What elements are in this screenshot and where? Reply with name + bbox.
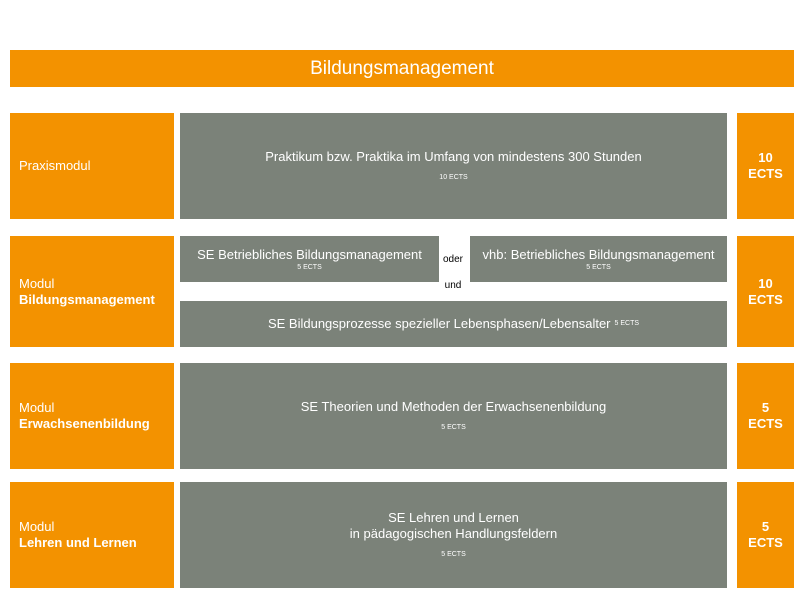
module-ects-praxismodul: [737, 113, 794, 219]
course-name: SE Theorien und Methoden der Erwachsenenbildung: [300, 399, 607, 414]
course-name: vhb: Betriebliches Bildungsmanagement: [482, 246, 715, 262]
module-label-line1: Praxismodul: [19, 158, 91, 173]
connector-oder: oder: [442, 254, 463, 265]
course-name: Praktikum bzw. Praktika im Umfang von mindestens 300 Stunden: [265, 149, 642, 164]
module-label-line1: Modul: [19, 400, 55, 415]
course-se-theorien-methoden: [180, 363, 727, 469]
ects-value: 5: [761, 519, 770, 534]
module-label-line2: Bildungsmanagement: [19, 291, 155, 307]
course-se-bildungsprozesse: [180, 301, 727, 347]
course-name: SE Betriebliches Bildungsmanagement: [197, 246, 422, 262]
module-ects-bildungsmanagement: [737, 236, 794, 347]
course-ects: 5 ECTS: [441, 424, 466, 431]
course-se-lehren-und-lernen: [180, 482, 727, 588]
course-ects: 5 ECTS: [586, 263, 611, 271]
course-ects: 5 ECTS: [614, 320, 640, 327]
course-ects: 5 ECTS: [441, 551, 466, 558]
ects-unit: ECTS: [748, 535, 783, 550]
course-name-line1: SE Lehren und Lernen: [388, 510, 519, 525]
ects-value: 5: [761, 400, 770, 415]
course-praktikum: [180, 113, 727, 219]
ects-unit: ECTS: [748, 291, 783, 307]
module-label-lehren-und-lernen: [10, 482, 174, 588]
course-name-line2: in pädagogischen Handlungsfeldern: [349, 526, 558, 541]
module-label-line2: Lehren und Lernen: [19, 535, 137, 550]
ects-value: 10: [758, 275, 773, 291]
module-label-praxismodul: [10, 113, 174, 219]
ects-unit: ECTS: [748, 166, 783, 181]
course-ects: 5 ECTS: [297, 263, 322, 271]
ects-value: 10: [758, 150, 773, 165]
module-label-line1: Modul: [19, 519, 55, 534]
course-ects: 10 ECTS: [439, 174, 468, 181]
course-vhb-betriebliches-bildungsmanagement: [470, 236, 727, 282]
ects-unit: ECTS: [748, 416, 783, 431]
module-label-erwachsenenbildung: [10, 363, 174, 469]
connector-und: und: [444, 280, 462, 291]
module-ects-lehren-und-lernen: [737, 482, 794, 588]
module-label-line2: Erwachsenenbildung: [19, 416, 150, 431]
module-ects-erwachsenenbildung: [737, 363, 794, 469]
course-name: SE Bildungsprozesse spezieller Lebensphasen/Lebensalter: [267, 316, 611, 331]
course-se-betriebliches-bildungsmanagement: [180, 236, 439, 282]
module-label-bildungsmanagement: [10, 236, 174, 347]
page-title: Bildungsmanagement: [10, 50, 794, 87]
module-label-line1: Modul: [19, 275, 55, 291]
